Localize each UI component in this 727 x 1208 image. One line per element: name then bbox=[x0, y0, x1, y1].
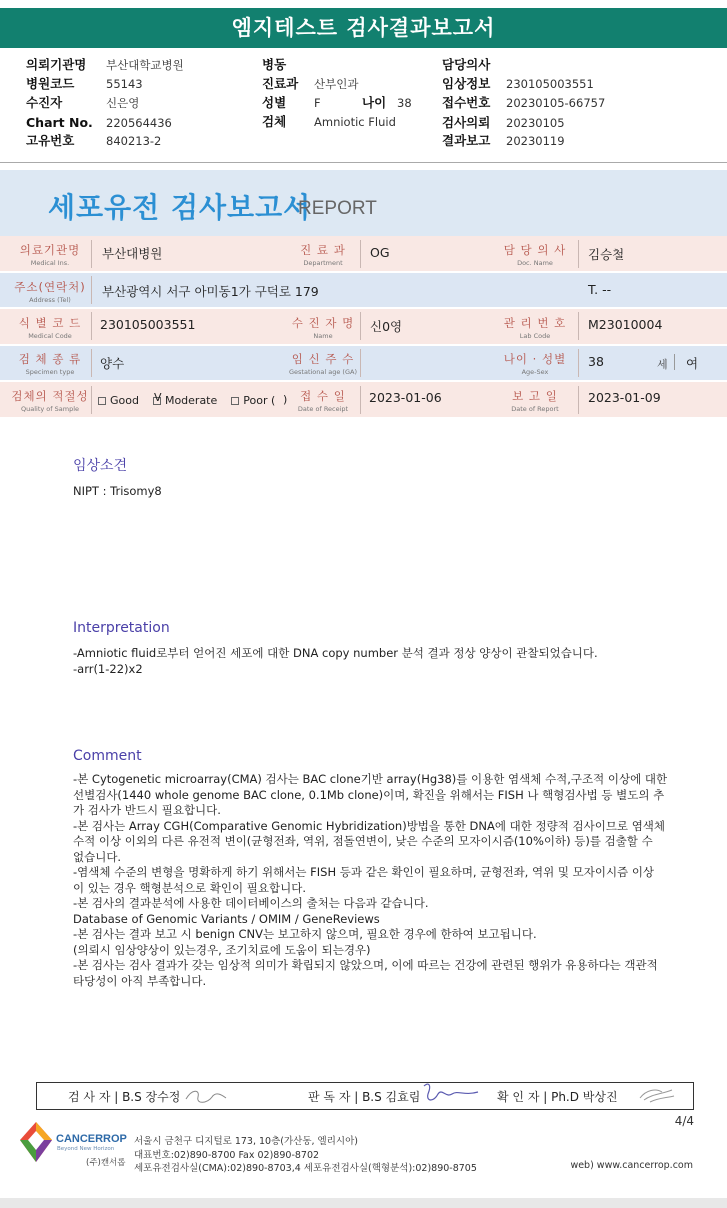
text-line: -Amniotic fluid로부터 얻어진 세포에 대한 DNA copy number 분석 결과 정상 양상이 관찰되었습니다. bbox=[73, 646, 598, 660]
summary-value: 840213-2 bbox=[106, 134, 162, 148]
cell-divider bbox=[578, 349, 579, 377]
footer-address: 서울시 금천구 디지털로 173, 10층(가산동, 엘리시아) bbox=[134, 1136, 358, 1147]
moderate-checkbox[interactable] bbox=[153, 390, 162, 405]
clinical-text: NIPT : Trisomy8 bbox=[73, 484, 162, 498]
summary-value: 220564436 bbox=[106, 116, 172, 130]
page-bottom-band bbox=[0, 1198, 727, 1208]
summary-value: 산부인과 bbox=[314, 77, 359, 91]
reader-signature-mark bbox=[420, 1080, 482, 1106]
summary-value: 38 bbox=[397, 96, 412, 110]
quality-label: 검체의 적절성 Quality of Sample bbox=[11, 389, 89, 413]
name-label: 수 진 자 명 Name bbox=[291, 316, 355, 340]
summary-label: 접수번호 bbox=[442, 95, 491, 110]
cell-divider bbox=[360, 240, 361, 268]
text-line: -본 검사의 결과분석에 사용한 데이터베이스의 출처는 다음과 같습니다. bbox=[73, 896, 429, 910]
cell-divider bbox=[360, 312, 361, 340]
report-date-label: 보 고 일 Date of Report bbox=[511, 389, 559, 413]
confirmer-signature: 확 인 자 | Ph.D 박상진 bbox=[497, 1090, 618, 1104]
cell-divider bbox=[360, 386, 361, 414]
cell-divider bbox=[91, 312, 92, 340]
summary-label: 병동 bbox=[262, 57, 287, 72]
footer-tagline: Beyond New Horizon bbox=[57, 1146, 115, 1152]
sex-value: 여 bbox=[686, 356, 699, 371]
summary-label: 의뢰기관명 bbox=[26, 57, 87, 72]
summary-value: 부산대학교병원 bbox=[106, 58, 184, 72]
code-value: 230105003551 bbox=[100, 317, 196, 332]
good-checkbox[interactable] bbox=[98, 397, 106, 405]
report-main-title: 엠지테스트 검사결과보고서 bbox=[0, 8, 727, 48]
cell-divider bbox=[91, 276, 92, 304]
inst-label: 의료기관명 Medical Ins. bbox=[19, 243, 81, 267]
summary-row: 수진자 bbox=[26, 95, 63, 110]
footer-brand: CANCERROP bbox=[56, 1133, 127, 1145]
text-line: -본 검사는 결과 보고 시 benign CNV는 보고하지 않으며, 필요한 경우에 한하여 보고됩니다. bbox=[73, 927, 537, 941]
text-line: 없습니다. bbox=[73, 849, 122, 864]
cell-divider bbox=[674, 354, 675, 370]
report-subtitle: REPORT bbox=[298, 198, 377, 219]
footer-lab-phone: 세포유전검사실(CMA):02)890-8703,4 세포유전검사실(핵형분석):02)890-8705 bbox=[134, 1163, 477, 1174]
cell-divider bbox=[91, 349, 92, 377]
text-line: -arr(1-22)x2 bbox=[73, 661, 143, 676]
summary-row: Chart No. bbox=[26, 115, 93, 130]
interpretation-heading: Interpretation bbox=[73, 620, 170, 636]
summary-value: F bbox=[314, 96, 321, 110]
labcode-label: 관 리 번 호 Lab Code bbox=[503, 316, 567, 340]
text-line: -본 검사는 Array CGH(Comparative Genomic Hybridization)방법을 통한 DNA에 대한 정량적 검사이므로 염색체 bbox=[73, 818, 666, 833]
poor-checkbox[interactable] bbox=[231, 397, 239, 405]
age-value: 38 bbox=[588, 354, 604, 369]
text-line: 가 검사가 반드시 필요합니다. bbox=[73, 803, 221, 817]
summary-block bbox=[0, 50, 727, 152]
inst-value: 부산대병원 bbox=[102, 246, 163, 261]
examiner-signature-mark bbox=[182, 1085, 230, 1107]
interpretation-text bbox=[73, 646, 688, 677]
text-line: -본 Cytogenetic microarray(CMA) 검사는 BAC clone기반 array(Hg38)를 이용한 염색체 수적,구조적 이상에 대한 bbox=[73, 772, 668, 786]
summary-label: 검사의뢰 bbox=[442, 115, 491, 130]
footer-company: (주)캔서롭 bbox=[86, 1158, 126, 1168]
summary-row bbox=[26, 56, 86, 74]
summary-divider bbox=[0, 162, 727, 163]
confirmer-signature-mark bbox=[636, 1084, 678, 1106]
doctor-value: 김승철 bbox=[588, 247, 625, 262]
summary-label: 검체 bbox=[262, 114, 287, 129]
specimen-value: 양수 bbox=[100, 356, 125, 371]
labcode-value: M23010004 bbox=[588, 317, 663, 332]
cell-divider bbox=[91, 386, 92, 414]
address-label: 주소(연락처) Address (Tel) bbox=[14, 280, 86, 304]
report-title: 세포유전 검사보고서 bbox=[48, 191, 312, 224]
agesex-label: 나이 · 성별 Age-Sex bbox=[503, 352, 567, 376]
summary-label: 담당의사 bbox=[442, 57, 491, 72]
moderate-check-mark: V bbox=[153, 390, 162, 404]
summary-value: 20230105-66757 bbox=[506, 96, 606, 110]
poor-label: Poor ( bbox=[243, 394, 276, 407]
specimen-label: 검 체 종 류 Specimen type bbox=[18, 352, 82, 376]
clinical-heading: 임상소견 bbox=[73, 458, 128, 474]
address-value: 부산광역시 서구 아미동1가 구덕로 179 bbox=[102, 284, 319, 299]
dept-value: OG bbox=[370, 245, 390, 260]
cell-divider bbox=[360, 349, 361, 377]
name-value: 신0영 bbox=[370, 319, 403, 334]
cell-divider bbox=[578, 240, 579, 268]
cancerrop-logo-icon bbox=[18, 1120, 54, 1164]
comment-text bbox=[73, 772, 693, 989]
report-date-value: 2023-01-09 bbox=[588, 390, 661, 405]
footer-web[interactable]: web) www.cancerrop.com bbox=[570, 1160, 693, 1171]
quality-options bbox=[98, 390, 288, 407]
moderate-label: Moderate bbox=[164, 394, 218, 407]
summary-value: 55143 bbox=[106, 77, 143, 91]
cell-divider bbox=[578, 386, 579, 414]
text-line: 이 있는 경우 핵형분석으로 확인이 필요합니다. bbox=[73, 880, 307, 895]
summary-label: 나이 bbox=[362, 95, 387, 110]
page-number: 4/4 bbox=[674, 1114, 694, 1128]
age-unit: 세 bbox=[657, 358, 668, 371]
summary-value: 신은영 bbox=[106, 96, 140, 110]
summary-label: 결과보고 bbox=[442, 133, 491, 148]
summary-row: 병원코드 bbox=[26, 76, 75, 91]
footer-phone: 대표번호:02)890-8700 Fax 02)890-8702 bbox=[134, 1150, 320, 1161]
text-line: 선별검사(1440 whole genome BAC clone, 0.1Mb clone)이며, 확진을 위해서는 FISH 나 핵형검사법 등 별도의 추 bbox=[73, 787, 665, 802]
summary-value: 20230119 bbox=[506, 134, 565, 148]
summary-label: 성별 bbox=[262, 95, 287, 110]
summary-row: 고유번호 bbox=[26, 133, 75, 148]
examiner-signature: 검 사 자 | B.S 장수정 bbox=[68, 1090, 181, 1104]
good-label: Good bbox=[110, 394, 139, 407]
poor-close: ) bbox=[283, 393, 288, 406]
code-label: 식 별 코 드 Medical Code bbox=[18, 316, 82, 340]
text-line: Database of Genomic Variants / OMIM / GeneReviews bbox=[73, 911, 380, 926]
summary-value: 20230105 bbox=[506, 116, 565, 130]
cell-divider bbox=[91, 240, 92, 268]
comment-heading: Comment bbox=[73, 748, 142, 764]
summary-value: Amniotic Fluid bbox=[314, 115, 396, 129]
reader-signature: 판 독 자 | B.S 김효림 bbox=[308, 1090, 421, 1104]
cell-divider bbox=[578, 312, 579, 340]
receipt-label: 접 수 일 Date of Receipt bbox=[297, 389, 349, 413]
text-line: 타당성이 아직 부족합니다. bbox=[73, 973, 207, 988]
summary-label: 진료과 bbox=[262, 76, 299, 91]
text-line: -본 검사는 검사 결과가 갖는 임상적 의미가 확립되지 않았으며, 이에 따르는 건강에 관련된 행위가 유용하다는 객관적 bbox=[73, 958, 658, 972]
text-line: 수적 이상 이외의 다른 유전적 변이(균형전좌, 역위, 점돌연변이, 낮은 수준의 모자이시즘(10%이하) 등)를 검출할 수 bbox=[73, 834, 653, 848]
tel-value: T. -- bbox=[588, 282, 612, 297]
receipt-value: 2023-01-06 bbox=[369, 390, 442, 405]
text-line: -염색체 수준의 변형을 명확하게 하기 위해서는 FISH 등과 같은 확인이 필요하며, 균형전좌, 역위 및 모자이시즘 이상 bbox=[73, 865, 655, 879]
dept-label: 진 료 과 Department bbox=[300, 243, 346, 267]
summary-label: 임상정보 bbox=[442, 76, 491, 91]
doctor-label: 담 당 의 사 Doc. Name bbox=[503, 243, 567, 267]
summary-value: 230105003551 bbox=[506, 77, 594, 91]
text-line: (의뢰시 임상양상이 있는경우, 조기치료에 도움이 되는경우) bbox=[73, 942, 371, 957]
ga-label: 임 신 주 수 Gestational age (GA) bbox=[289, 352, 357, 376]
